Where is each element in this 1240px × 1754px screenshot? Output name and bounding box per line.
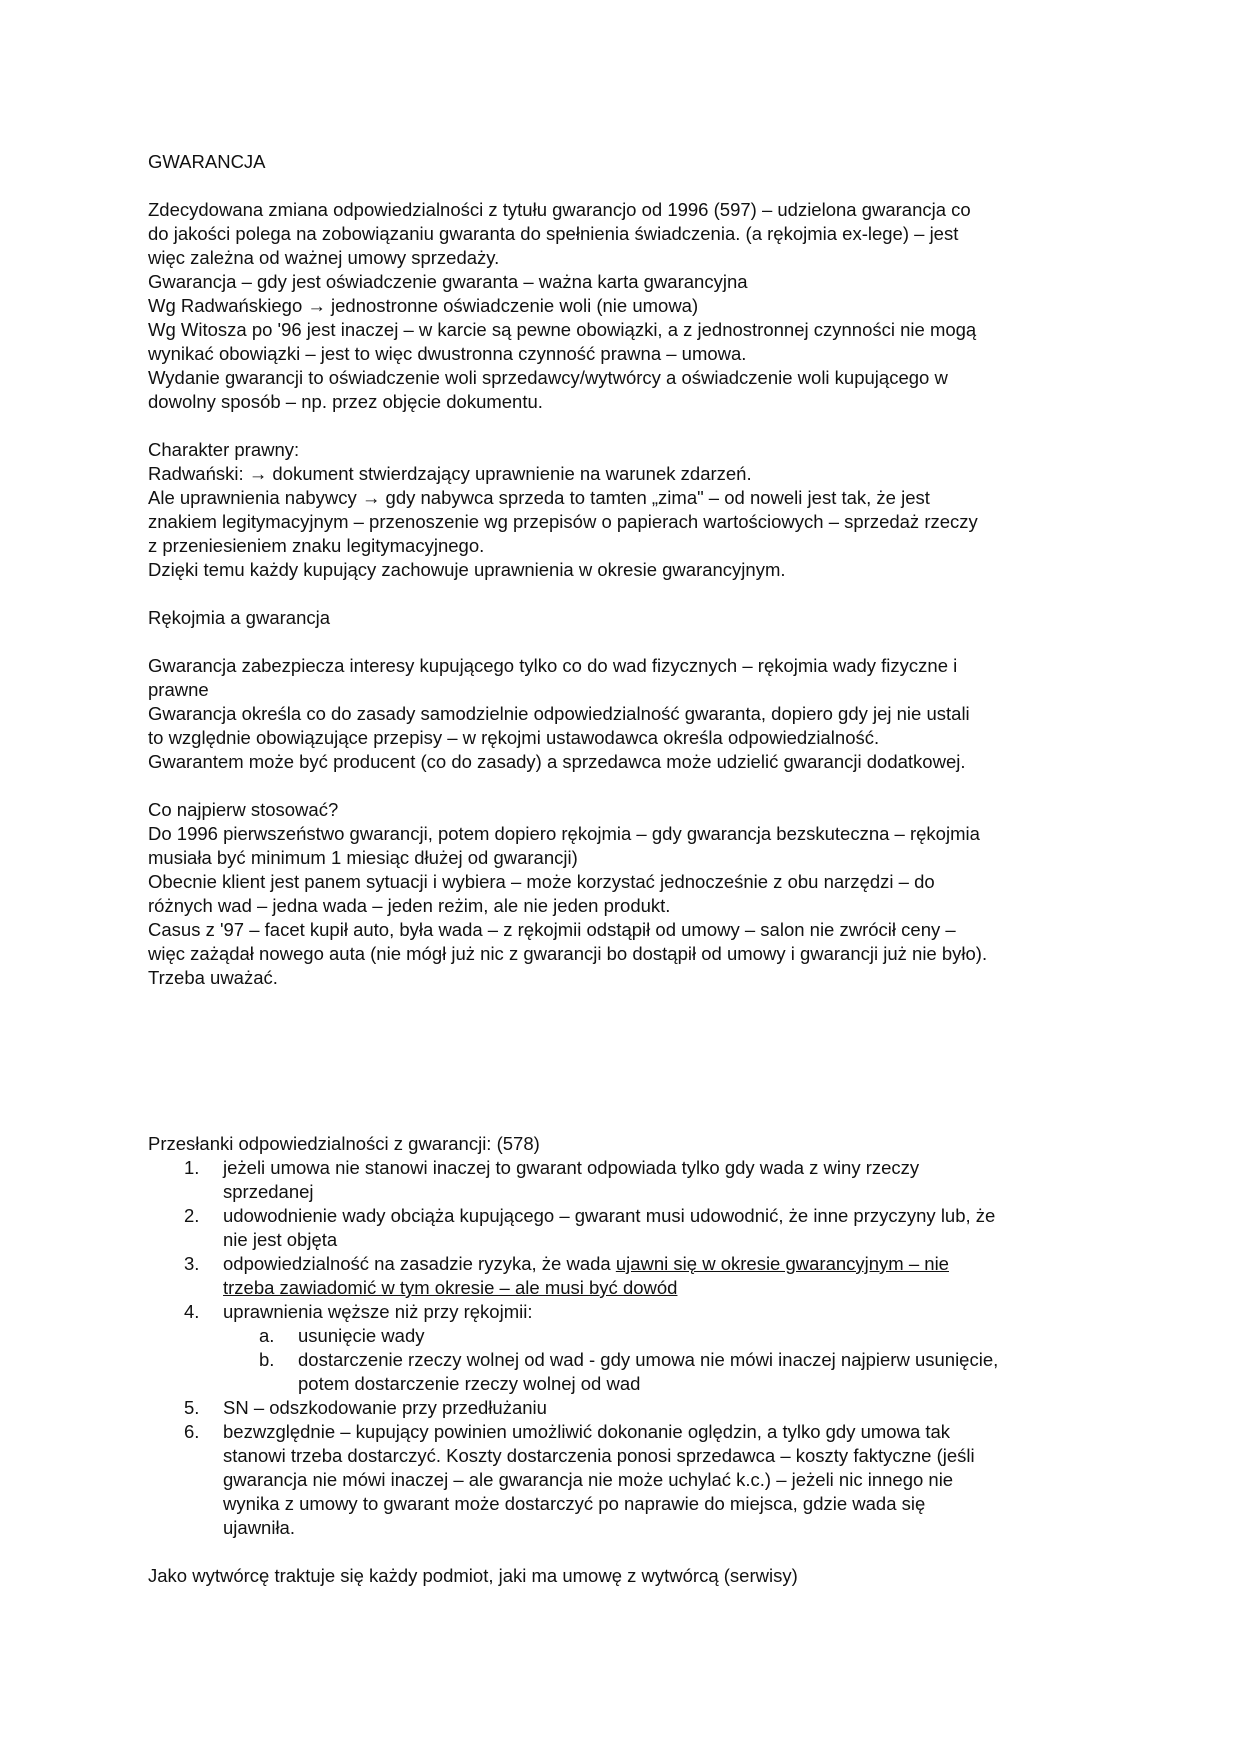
sub-list-item bbox=[259, 1324, 1098, 1348]
section-heading: Co najpierw stosować? bbox=[148, 799, 339, 820]
section-heading: Rękojmia a gwarancja bbox=[148, 607, 331, 628]
text-line: Gwarancja – gdy jest oświadczenie gwaranta – ważna karta gwarancyjna bbox=[148, 271, 748, 292]
sub-list-item bbox=[259, 1348, 1098, 1396]
section-legal-character bbox=[148, 438, 1098, 582]
text-line: więc zależna od ważnej umowy sprzedaży. bbox=[148, 247, 500, 268]
text-line: różnych wad – jedna wada – jeden reżim, ale nie jeden produkt. bbox=[148, 895, 671, 916]
list-number: 2. bbox=[184, 1205, 200, 1226]
section-warranty-intro bbox=[148, 198, 1098, 414]
text-line: Radwański: → dokument stwierdzający uprawnienie na warunek zdarzeń. bbox=[148, 463, 752, 484]
text-line: bezwzględnie – kupujący powinien umożliwić dokonanie oględzin, a tylko gdy umowa tak bbox=[223, 1421, 951, 1442]
text-line: Gwarantem może być producent (co do zasady) a sprzedawca może udzielić gwarancji dodatkowej. bbox=[148, 751, 966, 772]
section-heading: Przesłanki odpowiedzialności z gwarancji: (578) bbox=[148, 1133, 540, 1154]
list-number: 5. bbox=[184, 1397, 200, 1418]
list-item bbox=[184, 1156, 1098, 1204]
text-line: wynikać obowiązki – jest to więc dwustronna czynność prawna – umowa. bbox=[148, 343, 747, 364]
text-line bbox=[223, 1276, 1098, 1300]
text-line: Zdecydowana zmiana odpowiedzialności z tytułu gwarancjo od 1996 (597) – udzielona gwarancja co bbox=[148, 199, 971, 220]
text-line: Obecnie klient jest panem sytuacji i wybiera – może korzystać jednocześnie z obu narzędzi – do bbox=[148, 871, 935, 892]
section-premises bbox=[148, 1132, 1098, 1540]
text-line: Wydanie gwarancji to oświadczenie woli sprzedawcy/wytwórcy a oświadczenie woli kupującego w bbox=[148, 367, 948, 388]
text-line: udowodnienie wady obciąża kupującego – gwarant musi udowodnić, że inne przyczyny lub, że bbox=[223, 1205, 996, 1226]
text-line: ujawniła. bbox=[223, 1517, 295, 1538]
list-item bbox=[184, 1300, 1098, 1396]
text-line: prawne bbox=[148, 679, 209, 700]
list-item bbox=[184, 1420, 1098, 1540]
text-line: Wg Radwańskiego → jednostronne oświadczenie woli (nie umowa) bbox=[148, 295, 699, 316]
text-line: Casus z '97 – facet kupił auto, była wada – z rękojmii odstąpił od umowy – salon nie zwrócił ceny – bbox=[148, 919, 956, 940]
list-item bbox=[184, 1204, 1098, 1252]
text-line: SN – odszkodowanie przy przedłużaniu bbox=[223, 1397, 547, 1418]
section-heading: Charakter prawny: bbox=[148, 439, 300, 460]
list-number: 1. bbox=[184, 1157, 200, 1178]
text-line: Wg Witosza po '96 jest inaczej – w karcie są pewne obowiązki, a z jednostronnej czynności nie mogą bbox=[148, 319, 977, 340]
list-letter: b. bbox=[259, 1349, 275, 1370]
text-line: znakiem legitymacyjnym – przenoszenie wg przepisów o papierach wartościowych – sprzedaż rzeczy bbox=[148, 511, 978, 532]
section-comparison bbox=[148, 654, 1098, 774]
text-line: dostarczenie rzeczy wolnej od wad - gdy umowa nie mówi inaczej najpierw usunięcie, bbox=[298, 1349, 999, 1370]
underlined-text: ujawni się w okresie gwarancyjnym – nie bbox=[615, 1253, 949, 1274]
sub-list bbox=[223, 1324, 1098, 1396]
text-line: gwarancja nie mówi inaczej – ale gwarancja nie może uchylać k.c.) – jeżeli nic innego nie bbox=[223, 1469, 954, 1490]
section-priority bbox=[148, 798, 1098, 990]
text-line: to względnie obowiązujące przepisy – w rękojmi ustawodawca określa odpowiedzialność. bbox=[148, 727, 880, 748]
text-line: dowolny sposób – np. przez objęcie dokumentu. bbox=[148, 391, 543, 412]
text-line: Gwarancja zabezpiecza interesy kupującego tylko co do wad fizycznych – rękojmia wady fizyczne i bbox=[148, 655, 958, 676]
list-number: 3. bbox=[184, 1253, 200, 1274]
closing-paragraph: Jako wytwórcę traktuje się każdy podmiot, jaki ma umowę z wytwórcą (serwisy) bbox=[148, 1565, 798, 1586]
text-line: z przeniesieniem znaku legitymacyjnego. bbox=[148, 535, 485, 556]
text-line: uprawnienia węższe niż przy rękojmii: bbox=[223, 1301, 533, 1322]
text-line: nie jest objęta bbox=[223, 1229, 338, 1250]
list-item bbox=[184, 1396, 1098, 1420]
text-line: Gwarancja określa co do zasady samodzielnie odpowiedzialność gwaranta, dopiero gdy jej nie ustali bbox=[148, 703, 970, 724]
text-line: potem dostarczenie rzeczy wolnej od wad bbox=[298, 1373, 641, 1394]
text-line: więc zażądał nowego auta (nie mógł już nic z gwarancji bo dostąpił od umowy i gwarancji już nie było). bbox=[148, 943, 988, 964]
text-line: Dzięki temu każdy kupujący zachowuje uprawnienia w okresie gwarancyjnym. bbox=[148, 559, 786, 580]
text-line: sprzedanej bbox=[223, 1181, 314, 1202]
text-line: Trzeba uważać. bbox=[148, 967, 278, 988]
list-number: 4. bbox=[184, 1301, 200, 1322]
text-line: wynika z umowy to gwarant może dostarczyć po naprawie do miejsca, gdzie wada się bbox=[223, 1493, 926, 1514]
list-letter: a. bbox=[259, 1325, 275, 1346]
premises-list bbox=[148, 1156, 1098, 1540]
text-line bbox=[223, 1252, 1098, 1276]
list-item bbox=[184, 1252, 1098, 1300]
text-line: usunięcie wady bbox=[298, 1325, 425, 1346]
text-segment: odpowiedzialność na zasadzie ryzyka, że wada bbox=[223, 1253, 616, 1274]
underlined-text: trzeba zawiadomić w tym okresie – ale musi być dowód bbox=[223, 1277, 678, 1298]
list-number: 6. bbox=[184, 1421, 200, 1442]
text-line: Do 1996 pierwszeństwo gwarancji, potem dopiero rękojmia – gdy gwarancja bezskuteczna – rękojmia bbox=[148, 823, 980, 844]
document-title: GWARANCJA bbox=[148, 151, 266, 172]
text-line: musiała być minimum 1 miesiąc dłużej od gwarancji) bbox=[148, 847, 578, 868]
text-line: jeżeli umowa nie stanowi inaczej to gwarant odpowiada tylko gdy wada z winy rzeczy bbox=[223, 1157, 920, 1178]
text-line: Ale uprawnienia nabywcy → gdy nabywca sprzeda to tamten „zima" – od noweli jest tak, że jest bbox=[148, 487, 930, 508]
document-page bbox=[148, 150, 1098, 1588]
text-line: do jakości polega na zobowiązaniu gwaranta do spełnienia świadczenia. (a rękojmia ex-lege) – jest bbox=[148, 223, 959, 244]
text-line: stanowi trzeba dostarczyć. Koszty dostarczenia ponosi sprzedawca – koszty faktyczne (jeśli bbox=[223, 1445, 975, 1466]
